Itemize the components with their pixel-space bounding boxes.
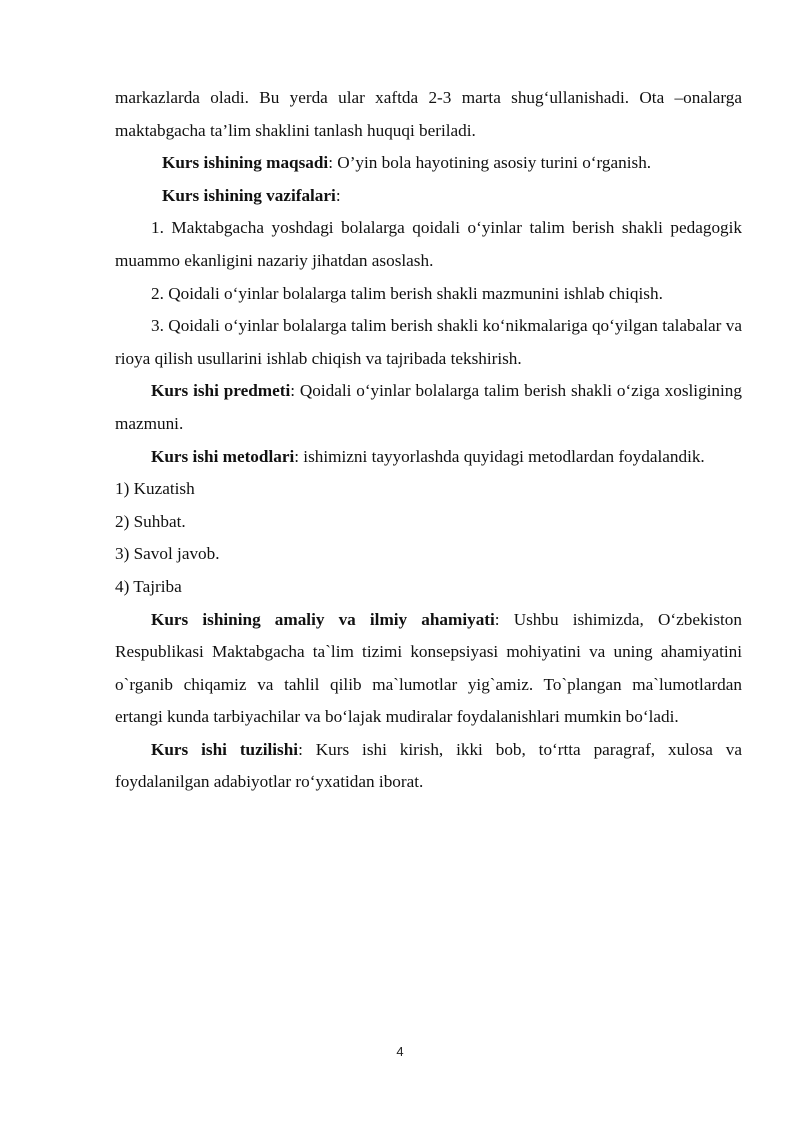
method-item-4: 4) Tajriba bbox=[115, 576, 182, 596]
task-item-1: 1. Maktabgacha yoshdagi bolalarga qoidali o‘yinlar talim berish shakli pedagogik muammo ekanligini nazariy jihatdan asoslash. bbox=[115, 218, 742, 270]
subject-paragraph bbox=[115, 375, 742, 440]
intro-paragraph: markazlarda oladi. Bu yerda ular xaftda 2-3 marta shug‘ullanishadi. Ota –onalarga maktabgacha ta’lim shaklini tanlash huquqi beriladi. bbox=[115, 88, 742, 140]
methods-label: Kurs ishi metodlari bbox=[151, 446, 295, 466]
goal-paragraph bbox=[115, 147, 742, 180]
tasks-label: Kurs ishining vazifalari bbox=[162, 185, 336, 205]
goal-text: : O’yin bola hayotining asosiy turini o‘rganish. bbox=[328, 153, 652, 173]
methods-paragraph bbox=[115, 441, 742, 474]
significance-label: Kurs ishining amaliy va ilmiy ahamiyati bbox=[151, 609, 495, 629]
task-item-3: 3. Qoidali o‘yinlar bolalarga talim berish shakli ko‘nikmalariga qo‘yilgan talabalar va rioya qilish usullarini ishlab chiqish va tajribada tekshirish. bbox=[115, 316, 742, 368]
method-item-1: 1) Kuzatish bbox=[115, 479, 195, 499]
goal-label: Kurs ishining maqsadi bbox=[162, 153, 329, 173]
page-body bbox=[115, 82, 742, 799]
structure-paragraph bbox=[115, 734, 742, 799]
structure-text: : Kurs ishi kirish, ikki bob, to‘rtta paragraf, xulosa va foydalanilgan adabiyotlar ro‘yxatidan iborat. bbox=[115, 739, 742, 792]
significance-paragraph bbox=[115, 604, 742, 734]
significance-text: : Ushbu ishimizda, O‘zbekiston Respublikasi Maktabgacha ta`lim tizimi konsepsiyasi mohiyatini va uning ahamiyatini o`rganib chiqamiz va tahlil qilib ma`lumotlar yig`amiz. To`plangan ma`lumotlardan ertangi kunda tarbiyachilar va bo‘lajak mudiralar foydalanishlari mumkin bo‘ladi. bbox=[115, 609, 742, 727]
tasks-heading bbox=[115, 180, 742, 213]
methods-text: : ishimizni tayyorlashda quyidagi metodlardan foydalandik. bbox=[294, 446, 705, 466]
task-item-2: 2. Qoidali o‘yinlar bolalarga talim berish shakli mazmunini ishlab chiqish. bbox=[151, 283, 663, 303]
subject-label: Kurs ishi predmeti bbox=[151, 381, 291, 401]
structure-label: Kurs ishi tuzilishi bbox=[151, 739, 299, 759]
tasks-colon: : bbox=[335, 185, 341, 205]
subject-text: : Qoidali o‘yinlar bolalarga talim berish shakli o‘ziga xosligining mazmuni. bbox=[115, 381, 742, 433]
page-number: 4 bbox=[396, 1044, 404, 1059]
method-item-3: 3) Savol javob. bbox=[115, 544, 220, 564]
method-item-2: 2) Suhbat. bbox=[115, 511, 186, 531]
